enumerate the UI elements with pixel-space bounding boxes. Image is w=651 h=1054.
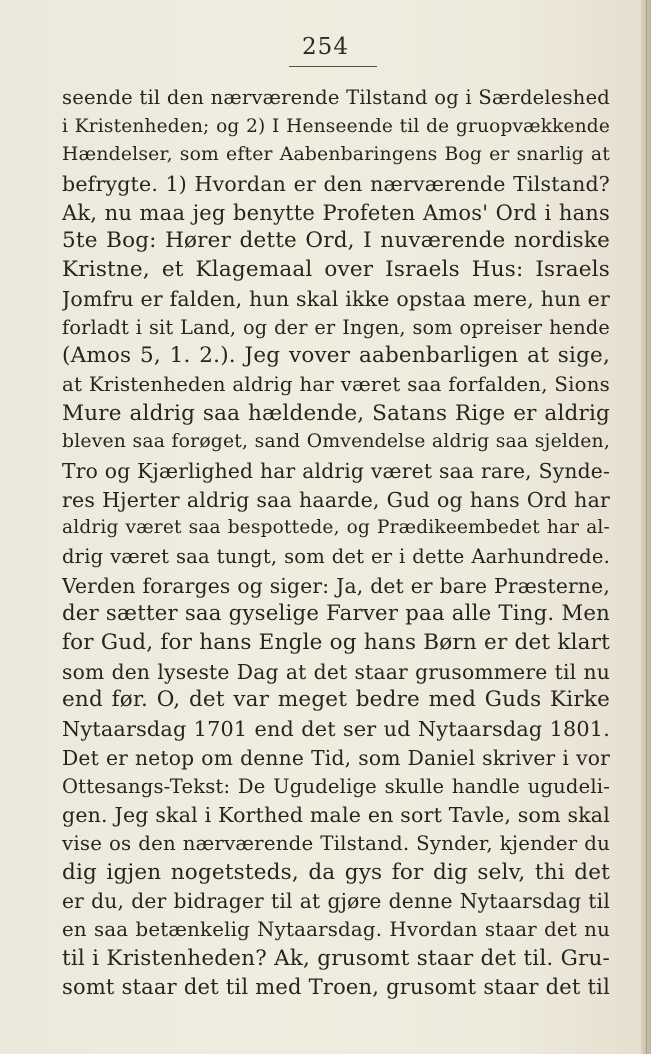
- text-line: Hændelser, som efter Aabenbaringens Bog er snarlig at: [62, 144, 610, 166]
- text-line: som den lyseste Dag at det staar grusommere til nu: [62, 659, 610, 684]
- text-line: res Hjerter aldrig saa haarde, Gud og hans Ord har: [62, 487, 610, 512]
- text-line: aldrig været saa bespottede, og Prædikeembedet har al-: [62, 517, 610, 539]
- text-line: i Kristenheden; og 2) I Henseende til de gruopvækkende: [62, 115, 610, 137]
- text-line: dig igjen nogetsteds, da gys for dig selv, thi det: [62, 859, 610, 885]
- text-line: Verden forarges og siger: Ja, det er bare Præsterne,: [62, 573, 610, 598]
- text-line: Jomfru er falden, hun skal ikke opstaa mere, hun er: [62, 286, 610, 311]
- text-line: drig været saa tungt, som det er i dette Aarhundrede.: [62, 545, 610, 568]
- page-number: 254: [302, 34, 349, 60]
- text-line: for Gud, for hans Engle og hans Børn er det klart: [62, 630, 610, 656]
- text-line: der sætter saa gyselige Farver paa alle Ting. Men: [62, 601, 610, 627]
- text-line: Nytaarsdag 1701 end det ser ud Nytaarsdag 1801.: [62, 717, 610, 742]
- text-line: seende til den nærværende Tilstand og i Særdeleshed: [62, 86, 610, 109]
- text-line: Mure aldrig saa hældende, Satans Rige er aldrig: [62, 400, 610, 426]
- text-line: (Amos 5, 1. 2.). Jeg vover aabenbarligen at sige,: [62, 343, 610, 369]
- text-line: end før. O, det var meget bedre med Guds Kirke: [62, 687, 610, 713]
- text-line: at Kristenheden aldrig har været saa forfalden, Sions: [62, 372, 610, 396]
- text-line: gen. Jeg skal i Korthed male en sort Tavle, som skal: [62, 803, 610, 828]
- page-number-rule: [289, 66, 377, 67]
- text-line: Det er netop om denne Tid, som Daniel skriver i vor: [62, 745, 610, 770]
- text-line: forladt i sit Land, og der er Ingen, som opreiser hende: [62, 315, 610, 339]
- text-line: vise os den nærværende Tilstand. Synder, kjender du: [62, 831, 610, 855]
- body-text: [62, 84, 610, 1002]
- text-line: er du, der bidrager til at gjøre denne Nytaarsdag til: [62, 889, 610, 914]
- text-line: befrygte. 1) Hvordan er den nærværende Tilstand?: [62, 172, 610, 197]
- text-line: en saa betænkelig Nytaarsdag. Hvordan staar det nu: [62, 917, 610, 941]
- text-line: 5te Bog: Hører dette Ord, I nuværende nordiske: [62, 228, 610, 254]
- text-line: bleven saa forøget, sand Omvendelse aldrig saa sjelden,: [62, 431, 610, 453]
- gutter-line: [646, 0, 647, 1054]
- text-line: til i Kristenheden? Ak, grusomt staar det til. Gru-: [62, 945, 610, 971]
- text-line: Ak, nu maa jeg benytte Profeten Amos' Ord i hans: [62, 200, 610, 225]
- text-line: Ottesangs-Tekst: De Ugudelige skulle handle ugudeli-: [62, 774, 610, 798]
- text-line: Kristne, et Klagemaal over Israels Hus: Israels: [62, 257, 610, 283]
- text-line: somt staar det til med Troen, grusomt staar det til: [62, 975, 610, 1000]
- text-line: Tro og Kjærlighed har aldrig været saa rare, Synde-: [62, 458, 610, 483]
